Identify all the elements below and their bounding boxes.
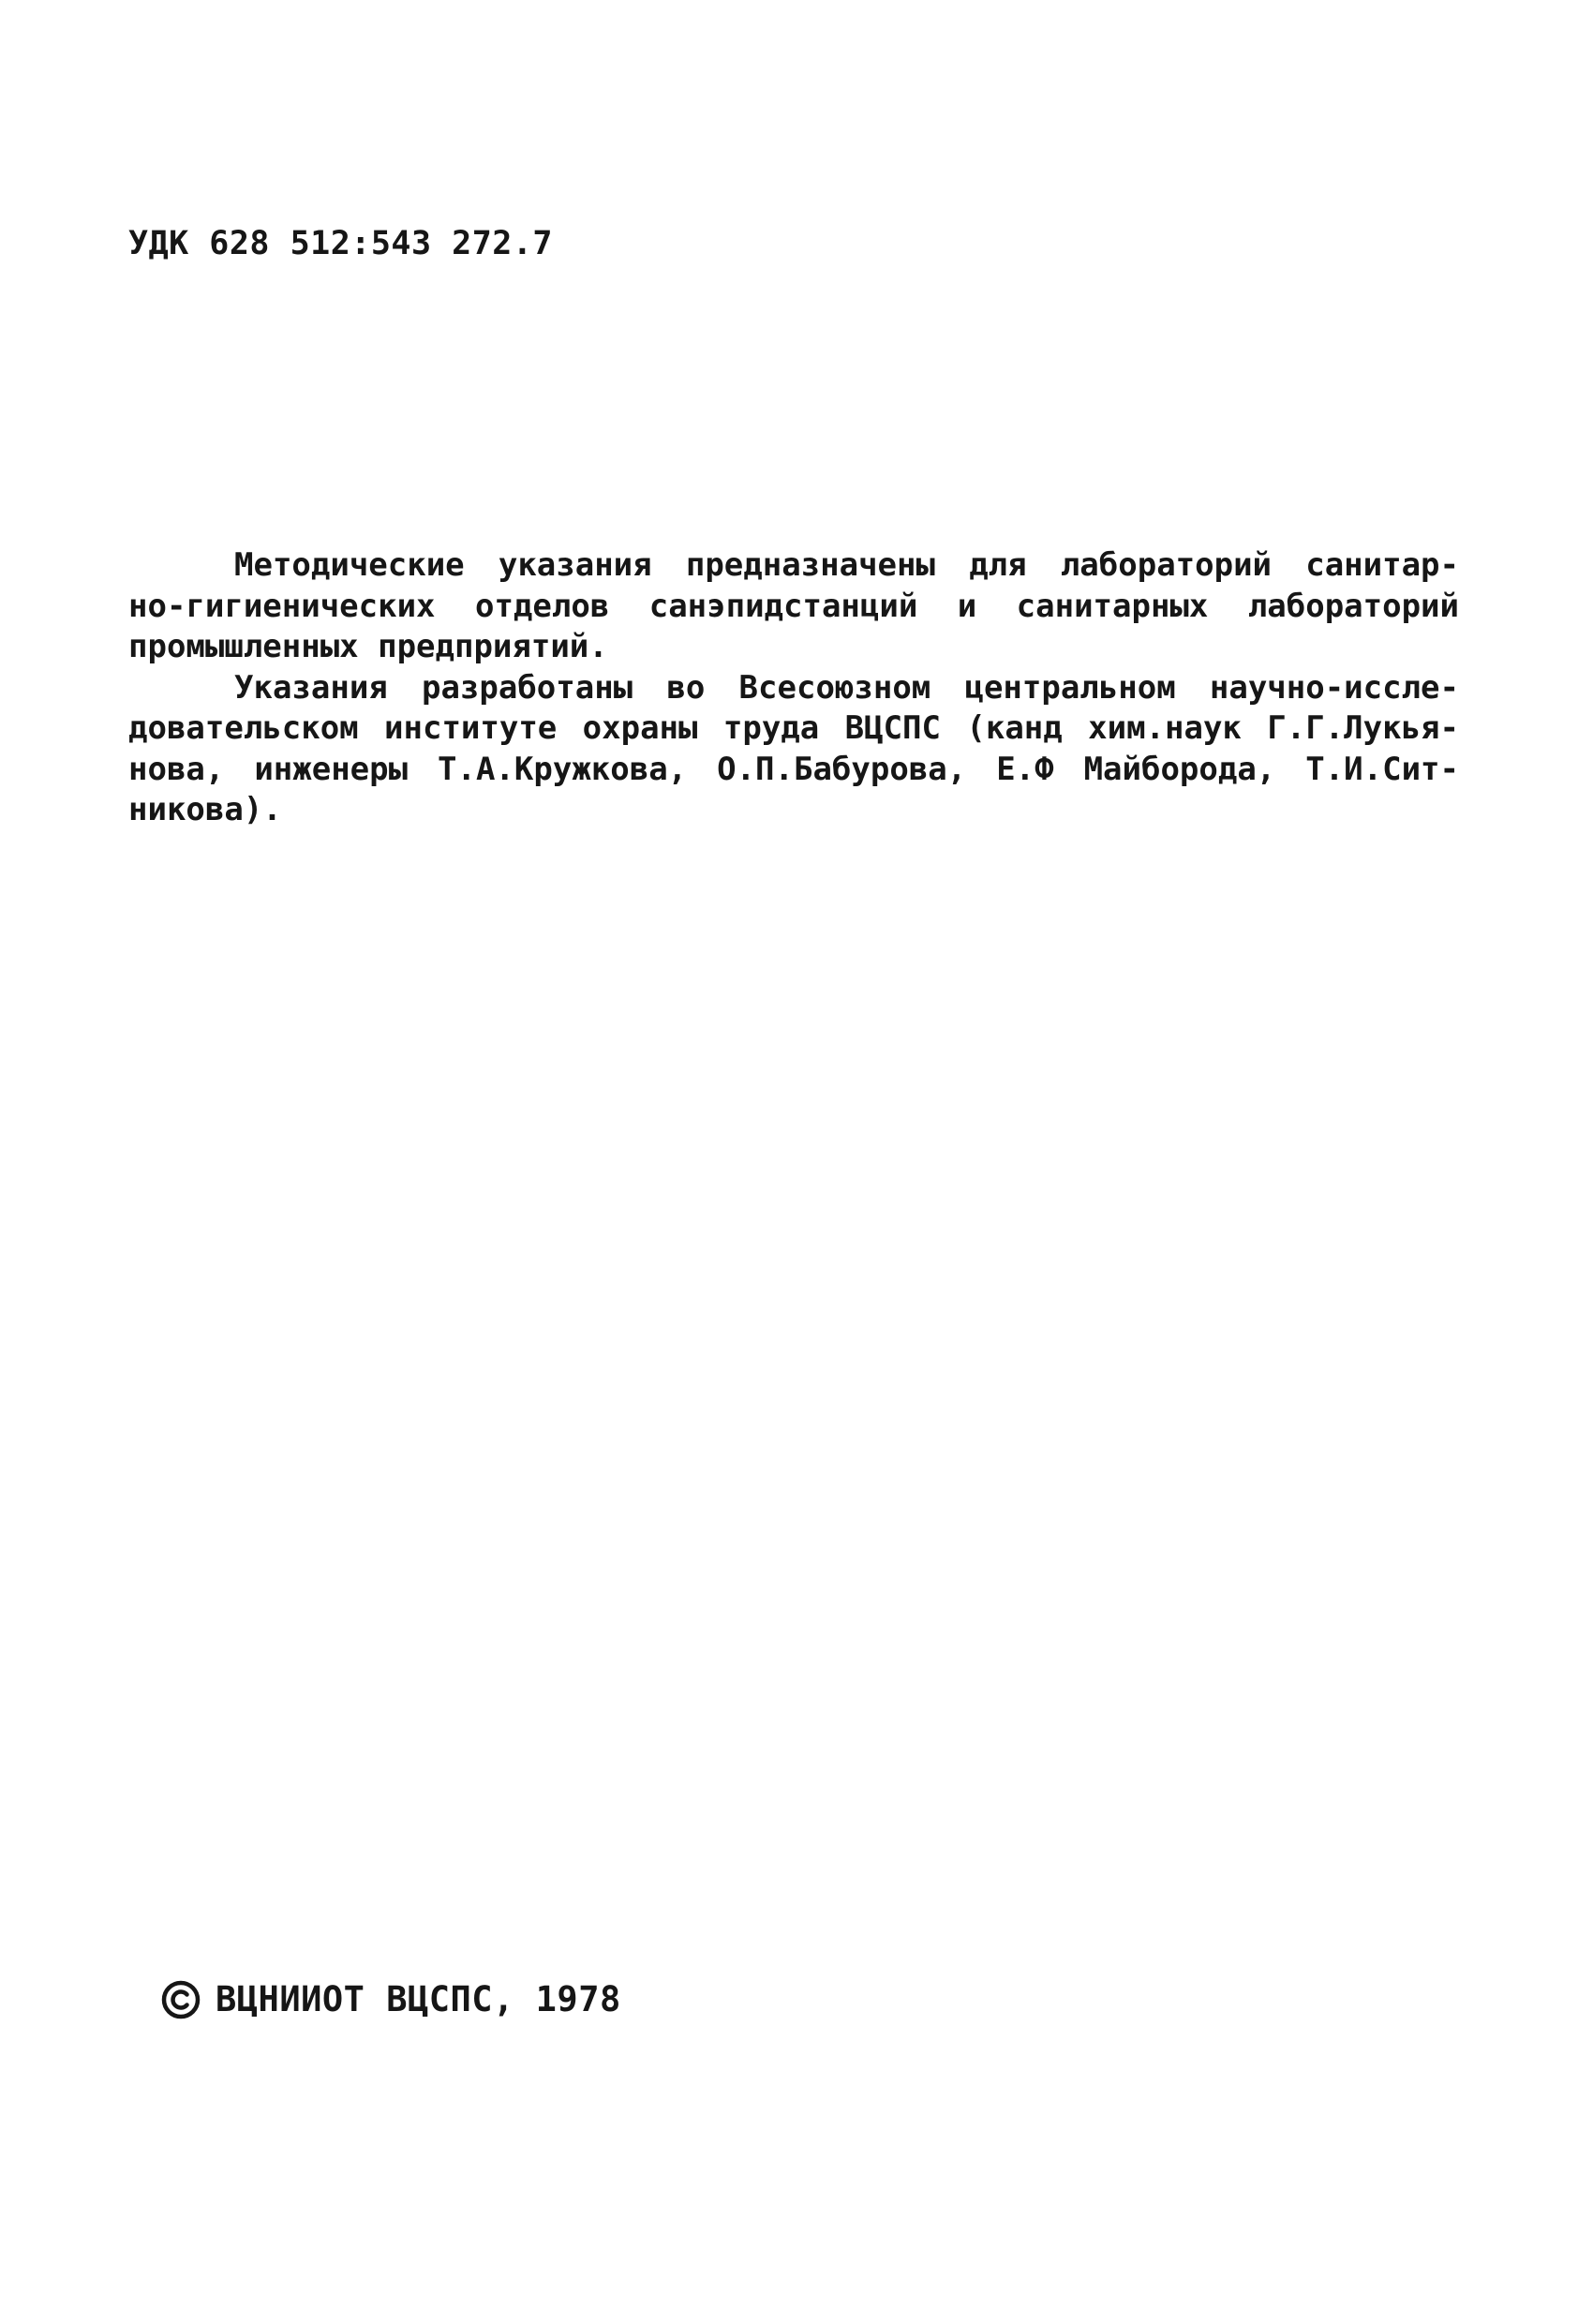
body-line-4: Указания разработаны во Всесоюзном центральном научно-иссле- (234, 668, 1459, 707)
copyright-notice (161, 1979, 621, 2019)
body-text (128, 545, 1459, 831)
copyright-icon (161, 1980, 201, 2019)
udk-code: УДК 628 512:543 272.7 (128, 225, 554, 262)
body-line-3: промышленных предприятий. (128, 628, 608, 665)
body-line-6: нова, инженеры Т.А.Кружкова, О.П.Бабурова, Е.Ф Майборода, Т.И.Сит- (128, 750, 1459, 788)
body-line-7: никова). (128, 791, 282, 828)
body-line-1: Методические указания предназначены для лабораторий санитар- (234, 546, 1459, 584)
copyright-text: ВЦНИИОТ ВЦСПС, 1978 (216, 1979, 621, 2019)
body-line-2: но-гигиенических отделов санэпидстанций и санитарных лабораторий (128, 587, 1459, 625)
body-line-5: довательском институте охраны труда ВЦСПС (канд хим.наук Г.Г.Лукья- (128, 709, 1459, 747)
